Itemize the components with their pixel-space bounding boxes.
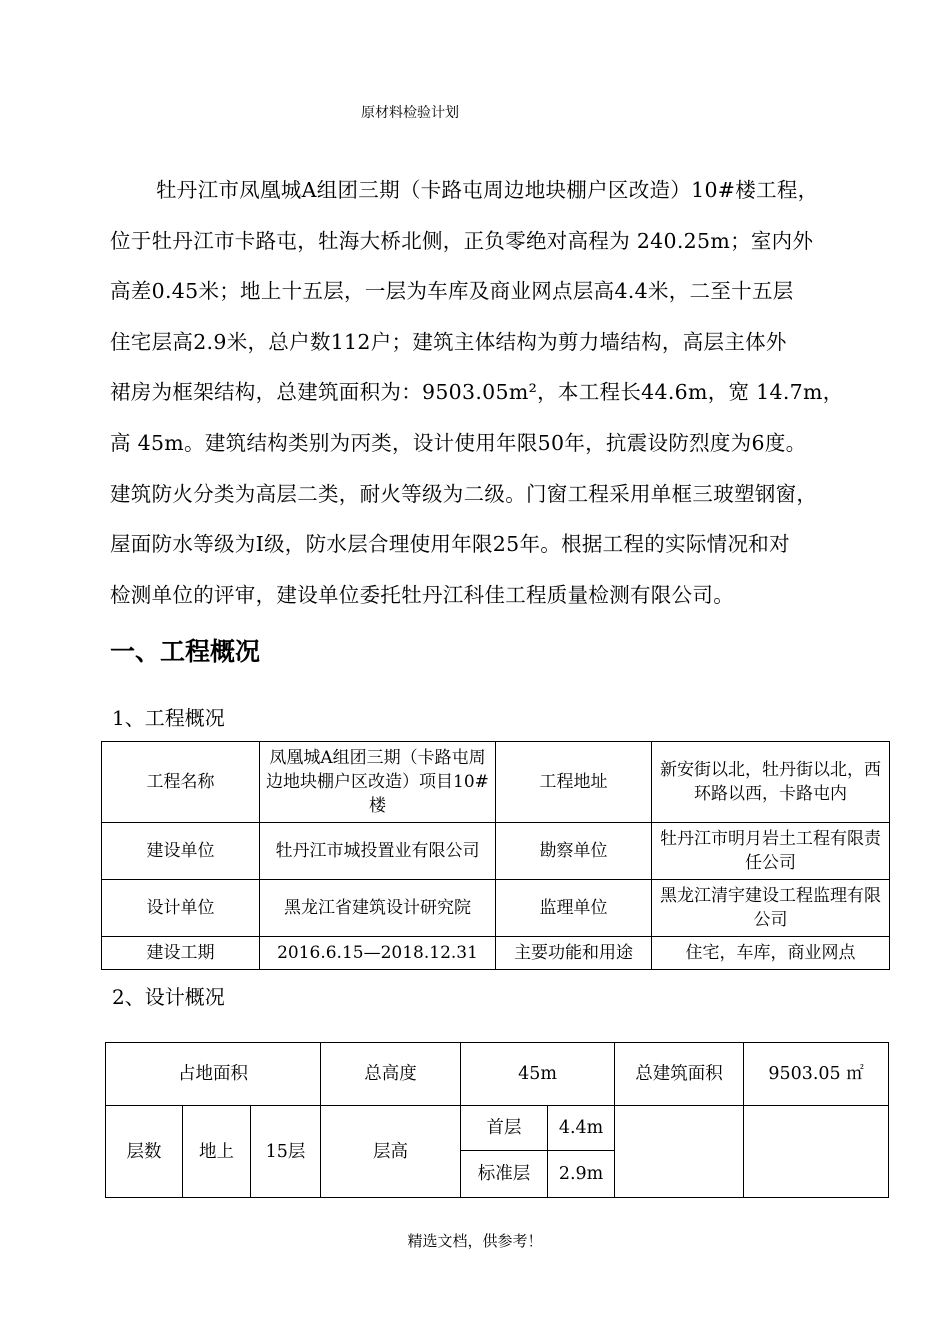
intro-line: 建筑防火分类为高层二类，耐火等级为二级。门窗工程采用单框三玻塑钢窗， bbox=[110, 481, 818, 506]
page-header: 原材料检验计划 bbox=[361, 105, 459, 121]
table-cell: 工程地址 bbox=[496, 742, 652, 823]
table-cell: 设计单位 bbox=[102, 880, 260, 937]
table-row bbox=[102, 742, 890, 823]
table-cell: 牡丹江市明月岩土工程有限责任公司 bbox=[652, 823, 890, 880]
table-cell: 牡丹江市城投置业有限公司 bbox=[260, 823, 496, 880]
table-cell: 凤凰城A组团三期（卡路屯周边地块棚户区改造）项目10#楼 bbox=[260, 742, 496, 823]
table-cell: 地上 bbox=[183, 1106, 251, 1198]
table-row bbox=[106, 1043, 889, 1106]
page-footer: 精选文档，供参考！ bbox=[407, 1232, 543, 1250]
table-cell: 标准层 bbox=[461, 1151, 548, 1198]
table-cell: 黑龙江清宇建设工程监理有限公司 bbox=[652, 880, 890, 937]
intro-line: 位于牡丹江市卡路屯，牡海大桥北侧，正负零绝对高程为 240.25m；室内外 bbox=[110, 228, 814, 253]
table-row bbox=[106, 1106, 889, 1151]
table-cell: 主要功能和用途 bbox=[496, 937, 652, 970]
table-cell: 建设工期 bbox=[102, 937, 260, 970]
intro-line: 高差0.45米；地上十五层，一层为车库及商业网点层高4.4米，二至十五层 bbox=[110, 279, 794, 304]
intro-paragraph bbox=[110, 165, 850, 620]
project-overview-table bbox=[101, 741, 890, 970]
intro-line: 住宅层高2.9米，总户数112户；建筑主体结构为剪力墙结构，高层主体外 bbox=[110, 329, 787, 354]
table-cell: 2016.6.15—2018.12.31 bbox=[260, 937, 496, 970]
intro-line: 检测单位的评审，建设单位委托牡丹江科佳工程质量检测有限公司。 bbox=[110, 582, 734, 607]
intro-line: 高 45m。建筑结构类别为丙类，设计使用年限50年，抗震设防烈度为6度。 bbox=[110, 430, 807, 455]
table-cell-empty bbox=[744, 1106, 889, 1198]
table-cell-empty bbox=[615, 1106, 744, 1198]
table-cell: 总建筑面积 bbox=[615, 1043, 744, 1106]
table-row bbox=[102, 880, 890, 937]
intro-line: 裙房为框架结构，总建筑面积为：9503.05m²，本工程长44.6m，宽 14.7m， bbox=[110, 380, 844, 405]
table-cell: 占地面积 bbox=[106, 1043, 321, 1106]
design-overview-table bbox=[105, 1042, 889, 1198]
table-cell: 新安街以北，牡丹街以北，西环路以西，卡路屯内 bbox=[652, 742, 890, 823]
table-row bbox=[102, 823, 890, 880]
subsection-heading-overview: 1、工程概况 bbox=[112, 706, 225, 730]
table-cell: 工程名称 bbox=[102, 742, 260, 823]
table-cell: 15层 bbox=[251, 1106, 321, 1198]
table-cell: 首层 bbox=[461, 1106, 548, 1151]
table-cell: 总高度 bbox=[321, 1043, 461, 1106]
intro-line: 屋面防水等级为Ⅰ级，防水层合理使用年限25年。根据工程的实际情况和对 bbox=[110, 532, 790, 557]
table-cell: 建设单位 bbox=[102, 823, 260, 880]
table-cell: 4.4m bbox=[548, 1106, 615, 1151]
table-cell: 层数 bbox=[106, 1106, 183, 1198]
subsection-heading-design: 2、设计概况 bbox=[112, 985, 225, 1009]
table-cell: 2.9m bbox=[548, 1151, 615, 1198]
table-cell: 9503.05 ㎡ bbox=[744, 1043, 889, 1106]
table-row bbox=[102, 937, 890, 970]
table-cell: 45m bbox=[461, 1043, 615, 1106]
table-cell: 勘察单位 bbox=[496, 823, 652, 880]
table-cell: 黑龙江省建筑设计研究院 bbox=[260, 880, 496, 937]
table-cell: 监理单位 bbox=[496, 880, 652, 937]
section-heading: 一、工程概况 bbox=[110, 637, 261, 666]
intro-line: 牡丹江市凤凰城A组团三期（卡路屯周边地块棚户区改造）10#楼工程， bbox=[156, 178, 819, 202]
table-cell: 住宅，车库，商业网点 bbox=[652, 937, 890, 970]
table-cell: 层高 bbox=[321, 1106, 461, 1198]
